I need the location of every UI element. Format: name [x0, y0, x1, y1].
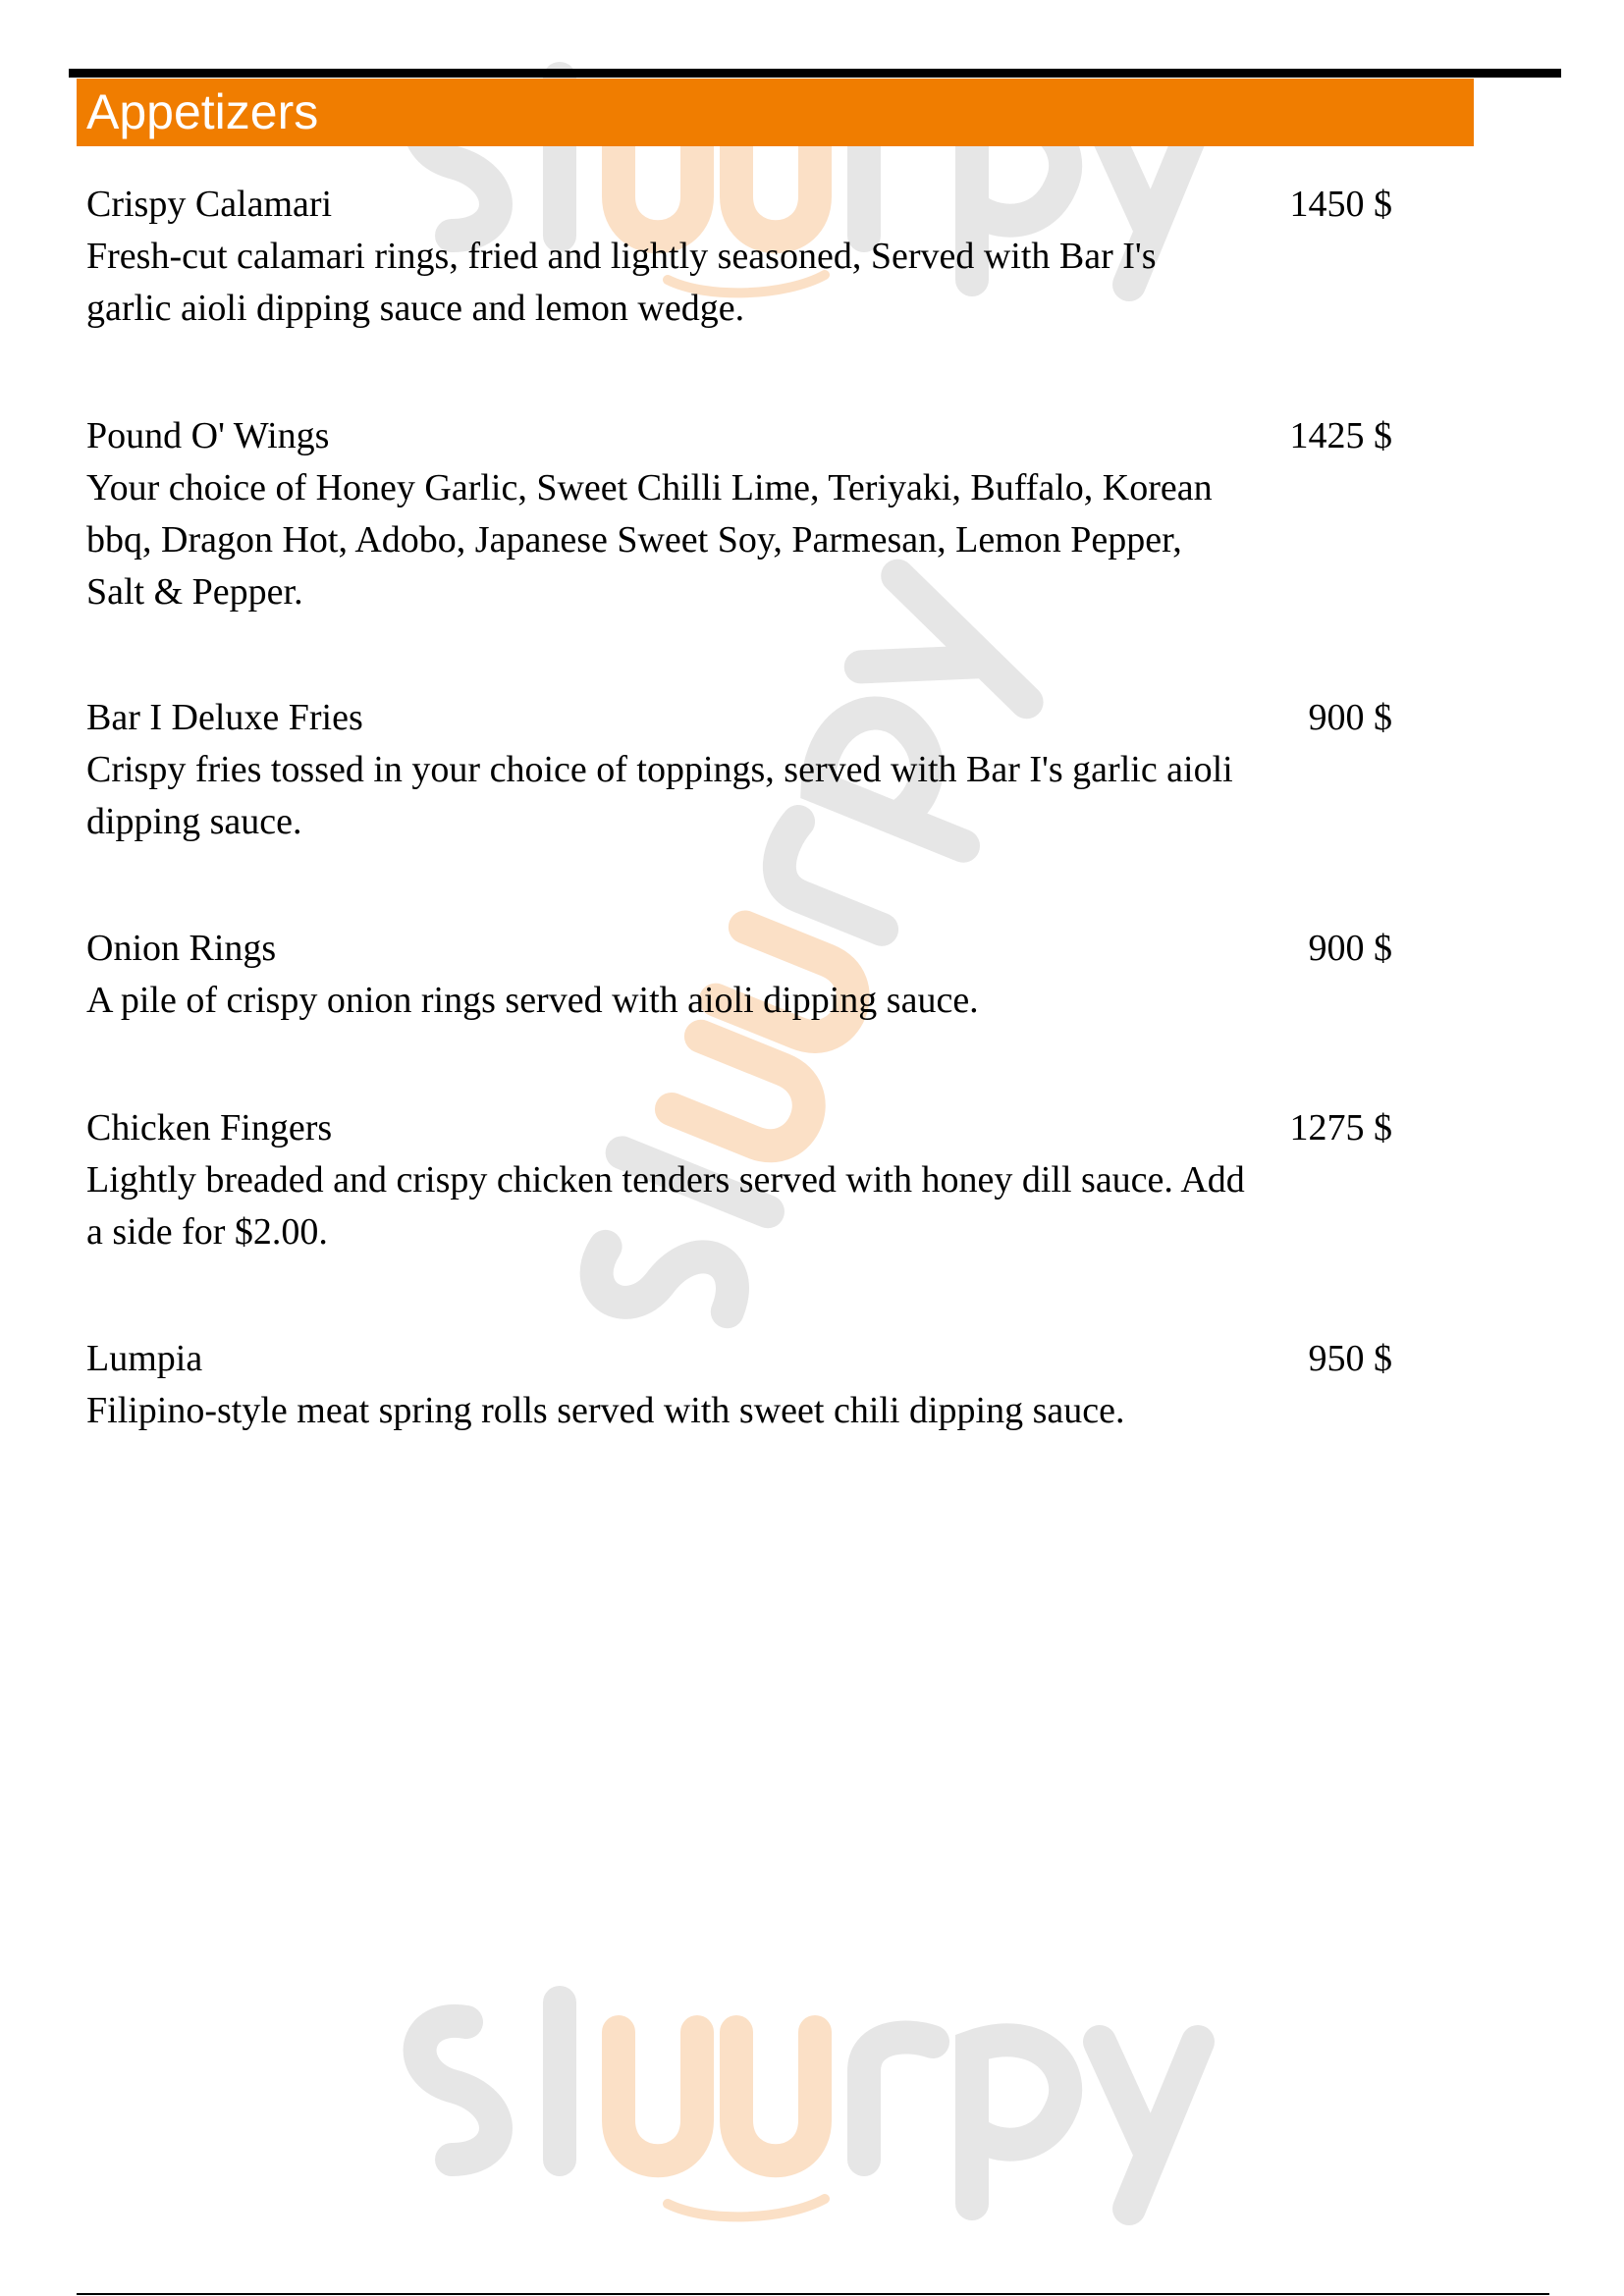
item-name: Onion Rings — [86, 928, 277, 969]
menu-item-crispy-calamari — [86, 179, 1392, 335]
item-price: 1450 $ — [1289, 184, 1392, 225]
item-name: Lumpia — [86, 1338, 203, 1379]
bottom-divider — [77, 2293, 1549, 2295]
item-description: Crispy fries tossed in your choice of toppings, served with Bar I's garlic aioli dipping sauce. — [86, 749, 1233, 842]
item-description: Filipino-style meat spring rolls served with sweet chili dipping sauce. — [86, 1390, 1125, 1431]
item-name: Pound O' Wings — [86, 415, 330, 456]
item-price: 1425 $ — [1289, 415, 1392, 456]
item-price: 900 $ — [1308, 697, 1392, 738]
menu-item-bar-i-deluxe-fries — [86, 692, 1392, 848]
menu-item-pound-o-wings — [86, 410, 1392, 618]
item-name: Crispy Calamari — [86, 184, 333, 225]
item-description: A pile of crispy onion rings served with aioli dipping sauce. — [86, 980, 979, 1021]
item-description: Fresh-cut calamari rings, fried and lightly seasoned, Served with Bar I's garlic aioli dipping sauce and lemon wedge. — [86, 236, 1157, 329]
item-price: 950 $ — [1308, 1338, 1392, 1379]
item-name: Chicken Fingers — [86, 1107, 333, 1148]
menu-item-lumpia — [86, 1333, 1392, 1437]
item-price: 900 $ — [1308, 928, 1392, 969]
section-header — [77, 79, 1474, 146]
menu-item-onion-rings — [86, 923, 1392, 1027]
sluurpy-watermark-logo-bottom — [373, 1963, 1237, 2238]
menu-item-chicken-fingers — [86, 1102, 1392, 1258]
top-divider — [69, 69, 1561, 78]
item-name: Bar I Deluxe Fries — [86, 697, 363, 738]
item-price: 1275 $ — [1289, 1107, 1392, 1148]
section-title: Appetizers — [86, 84, 319, 139]
item-description: Your choice of Honey Garlic, Sweet Chilli Lime, Teriyaki, Buffalo, Korean bbq, Dragon Hot, Adobo, Japanese Sweet Soy, Parmesan, Lemon Pepper, Salt & Pepper. — [86, 467, 1213, 613]
item-description: Lightly breaded and crispy chicken tenders served with honey dill sauce. Add a side for $2.00. — [86, 1159, 1245, 1253]
